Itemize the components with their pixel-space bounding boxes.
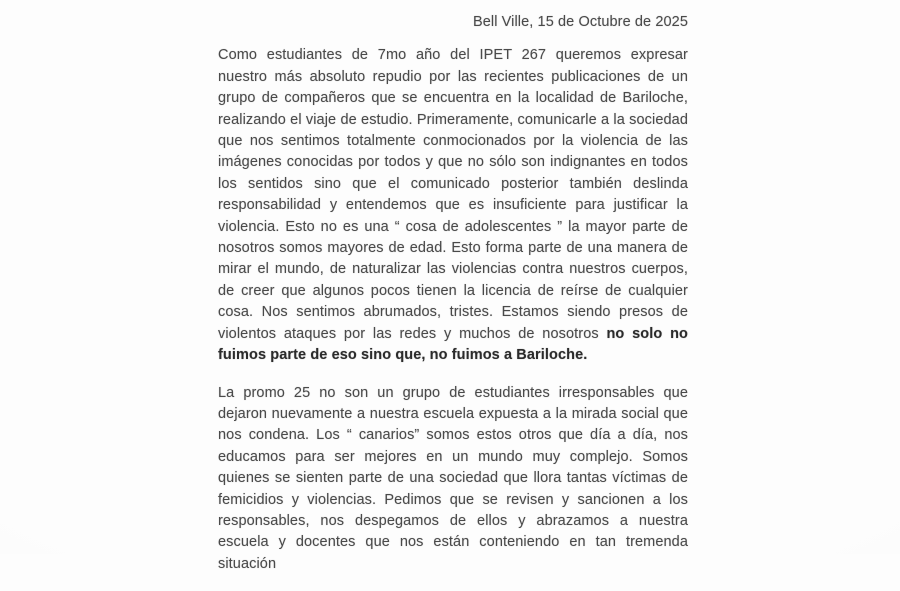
letter-page	[218, 12, 688, 591]
paragraph-1	[218, 45, 688, 366]
paragraph-1-text: Como estudiantes de 7mo año del IPET 267 queremos expresar nuestro más absoluto repudio por las recientes publicaciones de un grupo de compañeros que se encuentra en la localidad de Bariloche, realizando el viaje de estudio. Primeramente, comunicarle a la sociedad que nos sentimos totalmente conmocionados por la violencia de las imágenes conocidas por todos y que no sólo son indignantes en todos los sentidos sino que el comunicado posterior también deslinda responsabilidad y entendemos que es insuficiente para justificar la violencia. Esto no es una “ cosa de adolescentes ” la mayor parte de nosotros somos mayores de edad. Esto forma parte de una manera de mirar el mundo, de naturalizar las violencias contra nuestros cuerpos, de creer que algunos pocos tienen la licencia de reírse de cualquier cosa. Nos sentimos abrumados, tristes. Estamos siendo presos de violentos ataques por las redes y muchos de nosotros	[218, 47, 688, 342]
dateline: Bell Ville, 15 de Octubre de 2025	[472, 14, 688, 30]
paragraph-1-bold-text: no solo no fuimos parte de eso sino que, no fuimos a Bariloche.	[218, 325, 688, 364]
paragraph-2: La promo 25 no son un grupo de estudiantes irresponsables que dejaron nuevamente a nuestra escuela expuesta a la mirada social que nos condena. Los “ canarios” somos estos otros que día a día, nos educamos para ser mejores en un mundo muy complejo. Somos quienes se sienten parte de una sociedad que llora tantas víctimas de femicidios y violencias. Pedimos que se revisen y sancionen a los responsables, nos despegamos de ellos y abrazamos a nuestra escuela y docentes que nos están conteniendo en tan tremenda situación	[218, 384, 688, 572]
